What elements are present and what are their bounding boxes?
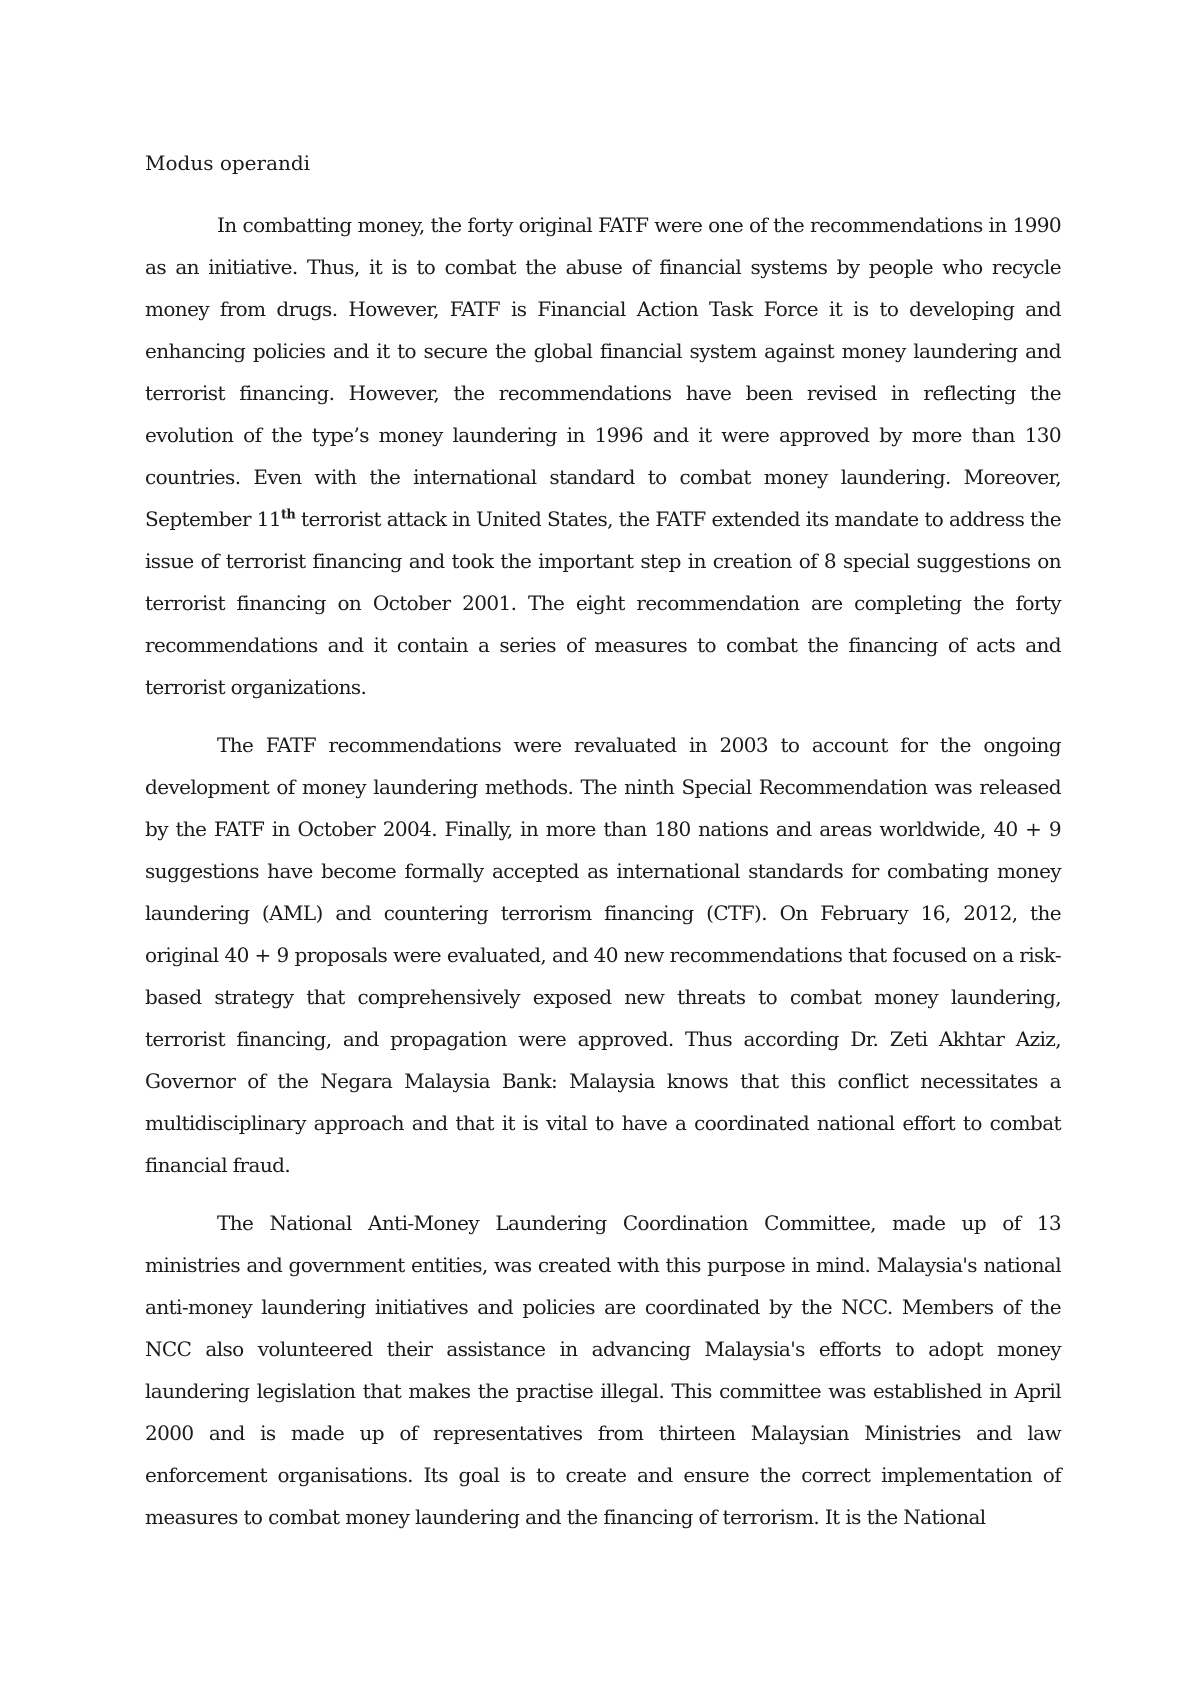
section-heading: Modus operandi bbox=[145, 151, 311, 175]
paragraph-2: The FATF recommendations were revaluated in 2003 to account for the ongoing development of money laundering methods. The ninth Special Recommendation was released by the FATF in October 2004. Finally, in more than 180 nations and areas worldwide, 40 + 9 suggestions have become formally accepted as international standards for combating money laundering (AML) and countering terrorism financing (CTF). On February 16, 2012, the original 40 + 9 proposals were evaluated, and 40 new recommendations that focused on a risk-based strategy that comprehensively exposed new threats to combat money laundering, terrorist financing, and propagation were approved. Thus according Dr. Zeti Akhtar Aziz, Governor of the Negara Malaysia Bank: Malaysia knows that this conflict necessitates a multidisciplinary approach and that it is vital to have a coordinated national effort to combat financial fraud. bbox=[145, 733, 1061, 1177]
paragraph-1-text-a: In combatting money, the forty original FATF were one of the recommendations in 1990 as an initiative. Thus, it is to combat the abuse of financial systems by people who recycle money from drugs. However, FATF is Financial Action Task Force it is to developing and enhancing policies and it to secure the global financial system against money laundering and terrorist financing. However, the recommendations have been revised in reflecting the evolution of the type’s money laundering in 1996 and it were approved by more than 130 countries. Even with the international standard to combat money laundering. Moreover, September 11 bbox=[145, 213, 1061, 531]
paragraph-1 bbox=[145, 204, 1061, 708]
document-body bbox=[145, 142, 1061, 1554]
paragraph-3: The National Anti-Money Laundering Coordination Committee, made up of 13 ministries and government entities, was created with this purpose in mind. Malaysia's national anti-money laundering initiatives and policies are coordinated by the NCC. Members of the NCC also volunteered their assistance in advancing Malaysia's efforts to adopt money laundering legislation that makes the practise illegal. This committee was established in April 2000 and is made up of representatives from thirteen Malaysian Ministries and law enforcement organisations. Its goal is to create and ensure the correct implementation of measures to combat money laundering and the financing of terrorism. It is the National bbox=[145, 1211, 1061, 1529]
paragraph-1-text-b: terrorist attack in United States, the FATF extended its mandate to address the issue of terrorist financing and took the important step in creation of 8 special suggestions on terrorist financing on October 2001. The eight recommendation are completing the forty recommendations and it contain a series of measures to combat the financing of acts and terrorist organizations. bbox=[145, 507, 1061, 699]
ordinal-suffix: th bbox=[281, 507, 296, 523]
